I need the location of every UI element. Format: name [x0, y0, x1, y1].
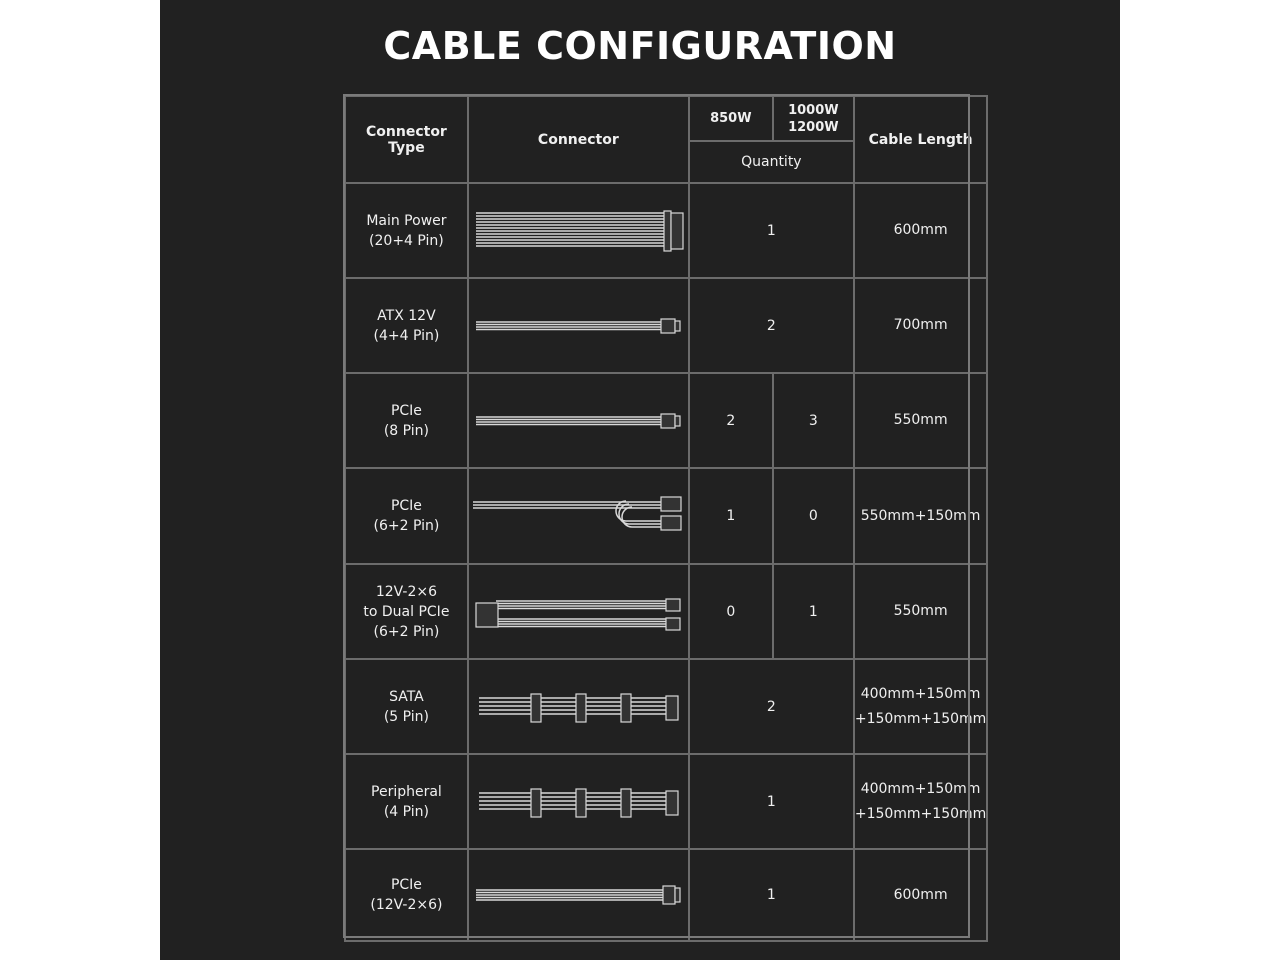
cable-length-line: +150mm+150mm — [854, 710, 987, 727]
connector-type-line: ATX 12V — [377, 307, 436, 324]
cable-length-line: 400mm+150mm — [860, 685, 981, 702]
cable-length-line: 600mm — [893, 222, 948, 238]
connector-image-cell — [468, 373, 689, 468]
cable-length-cell — [854, 754, 987, 849]
connector-type-cell — [345, 659, 468, 754]
product-panel — [160, 0, 1120, 960]
connector-image-cell — [468, 754, 689, 849]
connector-image-cell — [468, 659, 689, 754]
12v-2x6-dual-pcie-cable-icon — [469, 567, 688, 657]
header-quantity: Quantity — [689, 141, 854, 183]
table-row — [345, 564, 987, 659]
connector-type-line: (20+4 Pin) — [369, 232, 444, 249]
connector-type-line: Peripheral — [371, 783, 442, 800]
table-row — [345, 468, 987, 564]
quantity-cell: 1 — [689, 754, 854, 849]
header-1000w-1200w — [773, 96, 854, 141]
quantity-850w-cell: 1 — [689, 468, 773, 564]
connector-image-cell — [468, 849, 689, 941]
cable-length-line: 550mm — [893, 603, 948, 619]
connector-type-line: (4 Pin) — [383, 803, 430, 820]
cable-length-line: 700mm — [893, 317, 948, 333]
connector-type-cell — [345, 468, 468, 564]
connector-type-line: 12V-2×6 — [375, 583, 437, 600]
header-cable-length: Cable Length — [854, 96, 987, 183]
label-1000w: 1000W — [788, 102, 839, 118]
quantity-850w-cell: 0 — [689, 564, 773, 659]
peripheral-cable-icon — [469, 757, 688, 847]
connector-type-cell — [345, 373, 468, 468]
cable-length-cell — [854, 564, 987, 659]
connector-type-line: to Dual PCIe — [363, 603, 450, 620]
cable-length-cell — [854, 849, 987, 941]
quantity-cell: 2 — [689, 659, 854, 754]
connector-image-cell — [468, 183, 689, 278]
connector-type-line: Main Power — [366, 212, 447, 229]
page-title: CABLE CONFIGURATION — [383, 24, 897, 68]
table-row — [345, 373, 987, 468]
quantity-850w-cell: 2 — [689, 373, 773, 468]
connector-type-line: (6+2 Pin) — [373, 518, 440, 534]
cable-length-cell — [854, 468, 987, 564]
connector-type-line: PCIe — [390, 402, 422, 419]
cable-length-cell — [854, 278, 987, 373]
table-row — [345, 659, 987, 754]
cable-length-cell — [854, 659, 987, 754]
pcie-8pin-cable-icon — [469, 376, 688, 466]
pcie-6-2-pin-cable-icon — [469, 471, 688, 561]
quantity-cell: 1 — [689, 849, 854, 941]
connector-type-cell — [345, 183, 468, 278]
connector-image-cell — [468, 278, 689, 373]
cable-configuration-table — [344, 95, 988, 942]
main-power-cable-icon — [469, 186, 688, 276]
connector-type-cell — [345, 278, 468, 373]
cable-length-cell — [854, 373, 987, 468]
pcie-12v-2x6-cable-icon — [469, 850, 688, 940]
cable-length-line: 600mm — [893, 886, 948, 903]
connector-type-cell — [345, 754, 468, 849]
connector-type-line: PCIe — [390, 498, 422, 514]
connector-type-cell — [345, 564, 468, 659]
quantity-1000w-1200w-cell: 0 — [773, 468, 854, 564]
label-1200w: 1200W — [788, 119, 839, 135]
table-row — [345, 849, 987, 941]
connector-type-line: (6+2 Pin) — [373, 623, 440, 640]
connector-type-cell — [345, 849, 468, 941]
connector-type-line: PCIe — [390, 877, 422, 893]
cable-length-line: 550mm+150mm — [860, 507, 981, 524]
connector-type-line: (12V-2×6) — [370, 897, 443, 913]
connector-image-cell — [468, 468, 689, 564]
quantity-cell: 2 — [689, 278, 854, 373]
table-row — [345, 278, 987, 373]
table-row — [345, 754, 987, 849]
connector-image-cell — [468, 564, 689, 659]
header-connector-type: Connector Type — [345, 96, 468, 183]
cable-length-cell — [854, 183, 987, 278]
cable-length-line: 550mm — [893, 412, 948, 428]
header-850w: 850W — [689, 96, 773, 141]
connector-type-line: (8 Pin) — [383, 422, 430, 439]
quantity-1000w-1200w-cell: 3 — [773, 373, 854, 468]
table-row — [345, 183, 987, 278]
header-connector: Connector — [468, 96, 689, 183]
sata-cable-icon — [469, 662, 688, 752]
connector-type-line: (5 Pin) — [383, 708, 430, 725]
quantity-1000w-1200w-cell: 1 — [773, 564, 854, 659]
atx-12v-cable-icon — [469, 281, 688, 371]
cable-length-line: +150mm+150mm — [854, 805, 987, 822]
quantity-cell: 1 — [689, 183, 854, 278]
connector-type-line: (4+4 Pin) — [373, 327, 440, 344]
cable-length-line: 400mm+150mm — [860, 780, 981, 797]
connector-type-line: SATA — [389, 688, 424, 705]
